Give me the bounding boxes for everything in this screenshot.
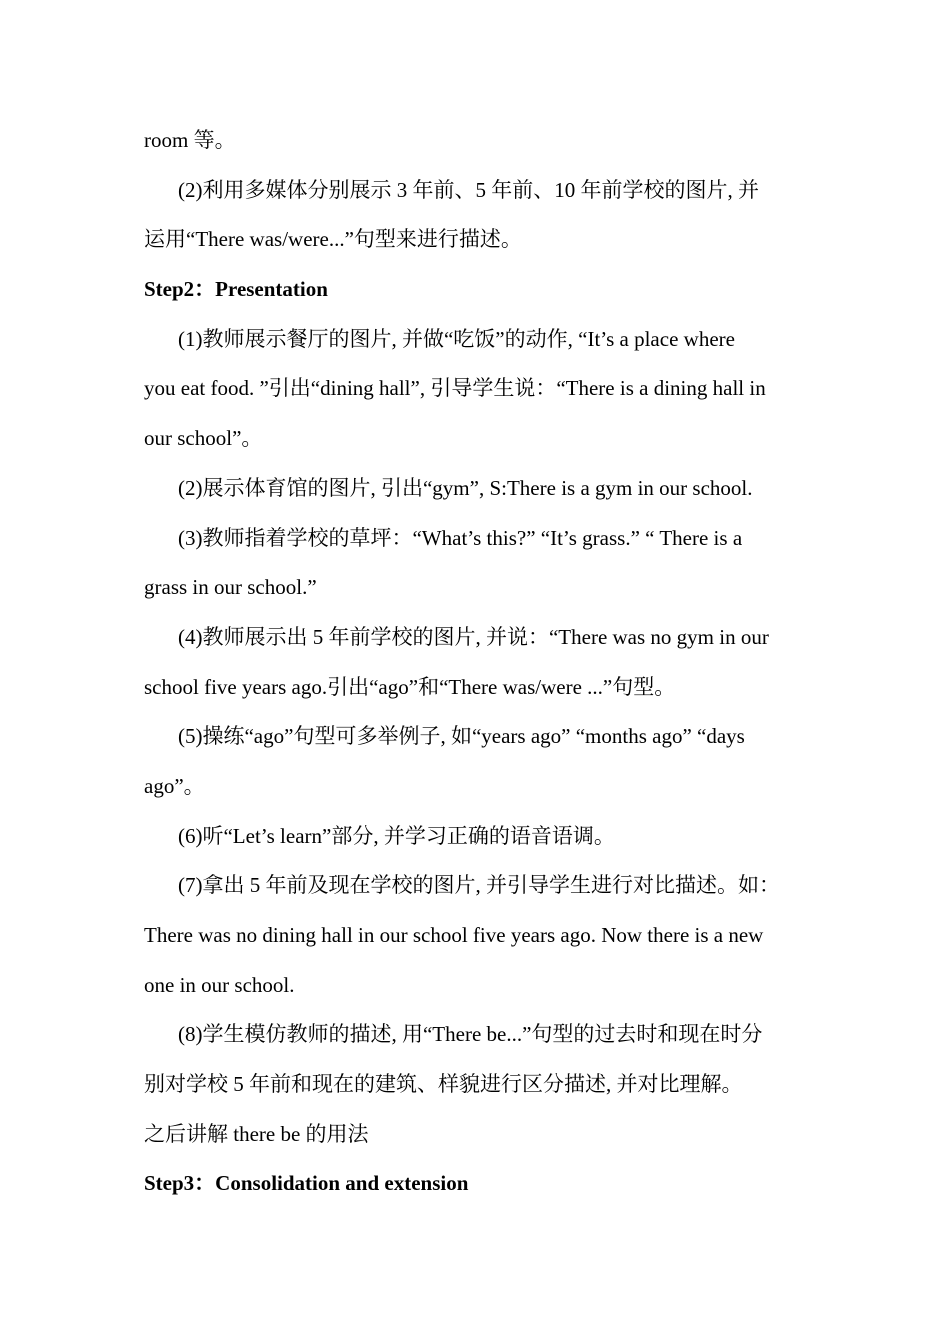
text-line: (2)展示体育馆的图片, 引出“gym”, S:There is a gym in our school.: [178, 475, 753, 500]
text-line: (2)利用多媒体分别展示 3 年前、5 年前、10 年前学校的图片, 并: [178, 177, 759, 202]
text-line: (1)教师展示餐厅的图片, 并做“吃饭”的动作, “It’s a place where: [178, 326, 735, 351]
text-line: ago”。: [144, 773, 205, 798]
text-line: (5)操练“ago”句型可多举例子, 如“years ago” “months ago” “days: [178, 724, 745, 749]
text-line: you eat food. ”引出“dining hall”, 引导学生说：“There is a dining hall in: [144, 376, 766, 401]
text-line: grass in our school.”: [144, 575, 317, 600]
text-line: (6)听“Let’s learn”部分, 并学习正确的语音语调。: [178, 823, 615, 848]
text-line: our school”。: [144, 426, 263, 451]
text-line: 运用“There was/were...”句型来进行描述。: [144, 227, 522, 252]
section-heading-step2: Step2：Presentation: [144, 277, 328, 302]
section-heading-step3: Step3：Consolidation and extension: [144, 1171, 469, 1196]
text-line: room 等。: [144, 128, 236, 152]
text-line: There was no dining hall in our school five years ago. Now there is a new: [144, 923, 764, 947]
text-line: (7)拿出 5 年前及现在学校的图片, 并引导学生进行对比描述。如：: [178, 873, 780, 898]
text-line: 之后讲解 there be 的用法: [144, 1121, 369, 1146]
text-line: (8)学生模仿教师的描述, 用“There be...”句型的过去时和现在时分: [178, 1022, 763, 1047]
text-line: 别对学校 5 年前和现在的建筑、样貌进行区分描述, 并对比理解。: [144, 1072, 743, 1097]
text-line: school five years ago.引出“ago”和“There was/were ...”句型。: [144, 674, 676, 699]
document-body: [144, 116, 814, 1209]
text-line: (4)教师展示出 5 年前学校的图片, 并说：“There was no gym in our: [178, 624, 769, 649]
text-line: (3)教师指着学校的草坪：“What’s this?” “It’s grass.” “ There is a: [178, 525, 743, 550]
text-line: one in our school.: [144, 972, 295, 997]
